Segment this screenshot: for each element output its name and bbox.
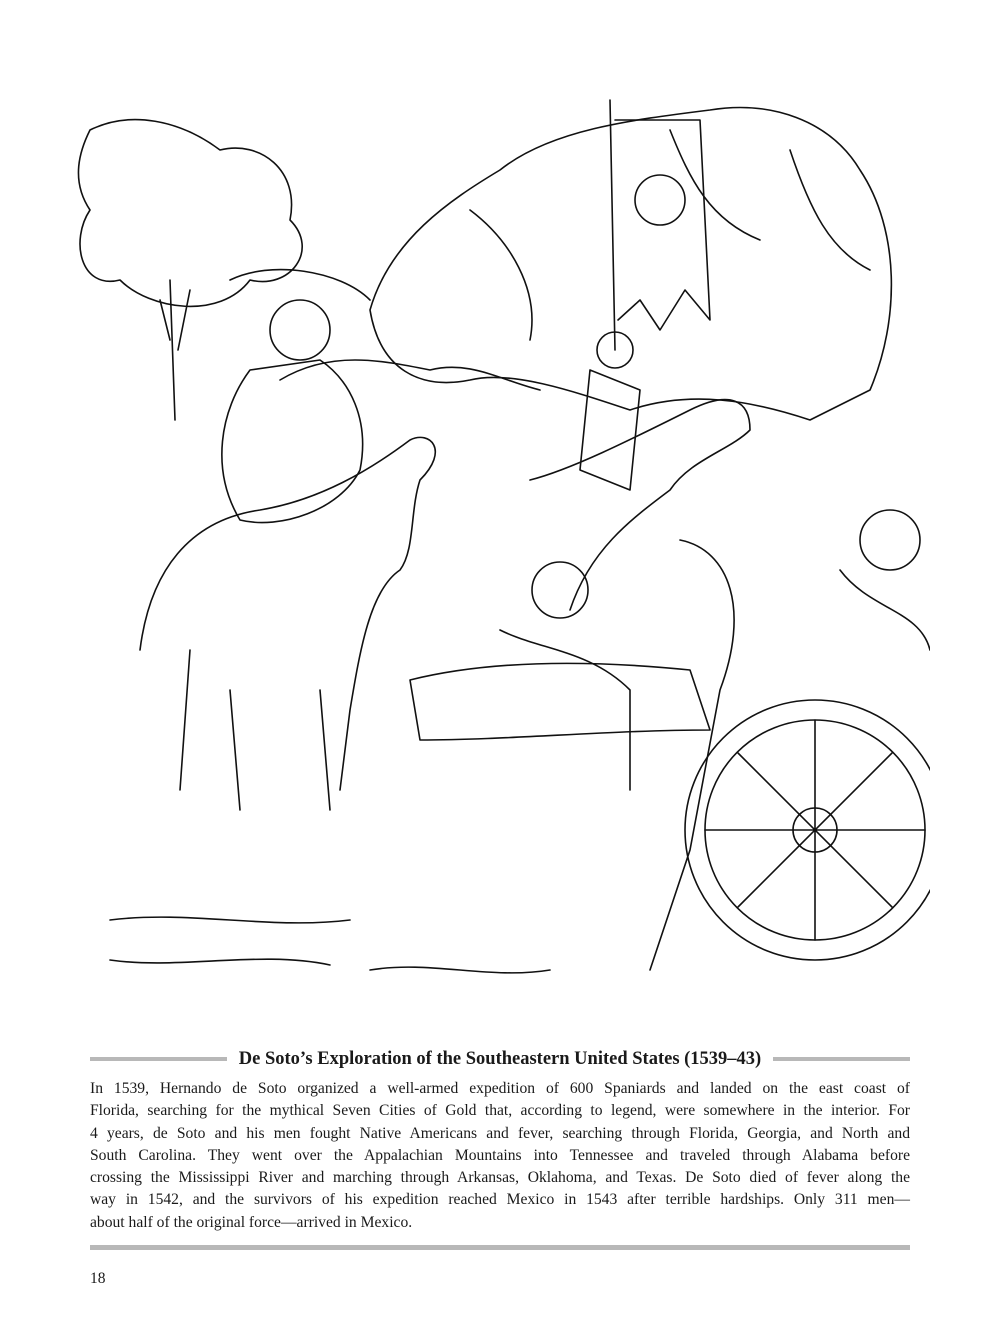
bottom-divider [90, 1245, 910, 1250]
paragraph-line: 4 years, de Soto and his men fought Native Americans and fever, searching through Florida, Georgia, and North and [90, 1124, 910, 1142]
expedition-illustration [70, 90, 930, 990]
section-heading-row [90, 1046, 910, 1072]
paragraph-line: South Carolina. They went over the Appalachian Mountains into Tennessee and traveled through Alabama before [90, 1146, 910, 1164]
body-paragraph [90, 1078, 910, 1234]
page-number: 18 [90, 1270, 106, 1287]
line-art-drawing [70, 90, 930, 990]
section-title: De Soto’s Exploration of the Southeastern United States (1539–43) [238, 1048, 762, 1069]
paragraph-line: crossing the Mississippi River and marching through Arkansas, Oklahoma, and Texas. De Soto died of fever along the [90, 1169, 910, 1187]
heading-rule-left [90, 1057, 227, 1061]
paragraph-line: way in 1542, and the survivors of his expedition reached Mexico in 1543 after terrible hardships. Only 311 men— [90, 1191, 910, 1209]
paragraph-line: about half of the original force—arrived in Mexico. [90, 1213, 413, 1231]
paragraph-line: Florida, searching for the mythical Seven Cities of Gold that, according to legend, were somewhere in the interior. For [90, 1102, 910, 1120]
paragraph-line: In 1539, Hernando de Soto organized a well-armed expedition of 600 Spaniards and landed on the east coast of [90, 1080, 910, 1097]
heading-rule-right [773, 1057, 910, 1061]
